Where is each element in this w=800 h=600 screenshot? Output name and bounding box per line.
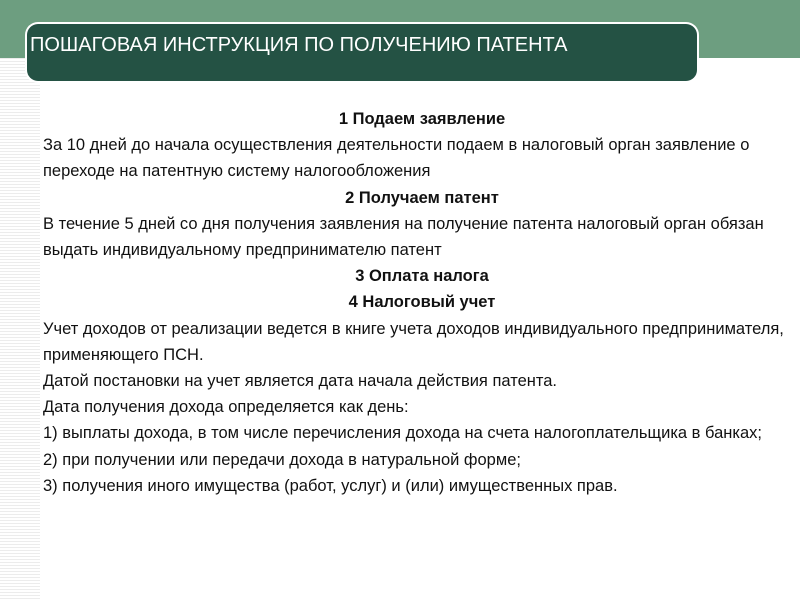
- step-2-paragraph: В течение 5 дней со дня получения заявления на получение патента налоговый орган обязан выдать индивидуальному предпринимателю патент: [43, 214, 764, 260]
- step-3-heading: 3 Оплата налога: [355, 267, 489, 286]
- step-4-paragraph-registration-date: Датой постановки на учет является дата начала действия патента.: [43, 372, 557, 391]
- left-stripe-decoration: [0, 58, 40, 600]
- slide-title: ПОШАГОВАЯ ИНСТРУКЦИЯ ПО ПОЛУЧЕНИЮ ПАТЕНТА: [30, 34, 568, 56]
- step-1-heading: 1 Подаем заявление: [338, 110, 506, 128]
- step-4-list-item-2: 2) при получении или передачи дохода в натуральной форме;: [43, 450, 521, 469]
- step-4-list-item-3: 3) получения иного имущества (работ, услуг) и (или) имущественных прав.: [43, 476, 618, 495]
- instruction-content: [43, 106, 795, 499]
- step-1-paragraph: За 10 дней до начала осуществления деятельности подаем в налоговый орган заявление о переходе на патентную систему налогообложения: [43, 136, 750, 181]
- step-4-heading: 4 Налоговый учет: [348, 293, 496, 312]
- step-4-paragraph-income-date: Дата получения дохода определяется как день:: [43, 398, 409, 417]
- step-4-list-item-1: 1) выплаты дохода, в том числе перечисления дохода на счета налогоплательщика в банках;: [43, 424, 762, 443]
- step-2-heading: 2 Получаем патент: [345, 188, 499, 207]
- title-bar: [27, 24, 697, 81]
- step-4-paragraph-accounting: Учет доходов от реализации ведется в книге учета доходов индивидуального предпринимателя, применяющего ПСН.: [43, 319, 784, 364]
